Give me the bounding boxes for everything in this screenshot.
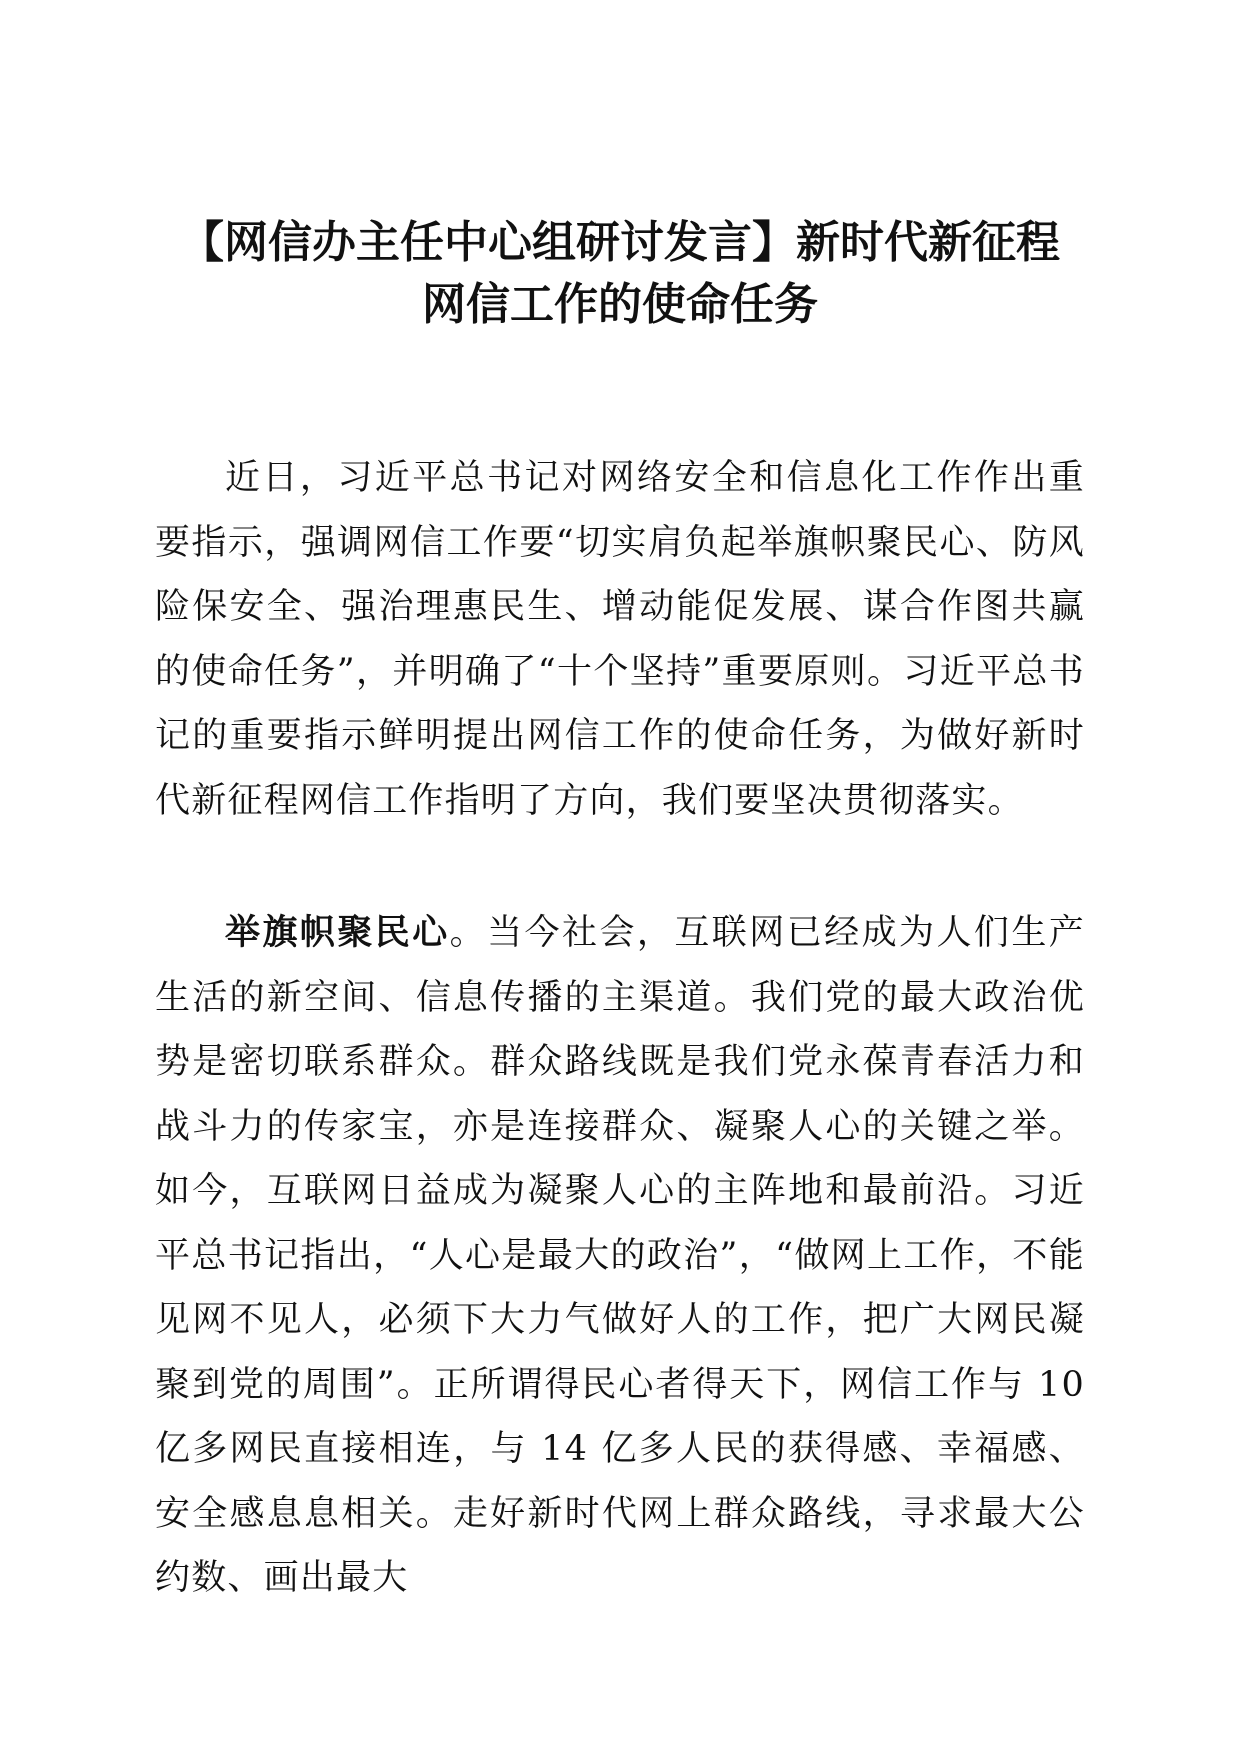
section-heading-lead: 举旗帜聚民心 (225, 913, 450, 953)
section-body-text: 。当今社会，互联网已经成为人们生产生活的新空间、信息传播的主渠道。我们党的最大政治优势是密切联系群众。群众路线既是我们党永葆青春活力和战斗力的传家宝，亦是连接群众、凝聚人心的关键之举。如今，互联网日益成为凝聚人心的主阵地和最前沿。习近平总书记指出，“人心是最大的政治”，“做网上工作，不能见网不见人，必须下大力气做好人的工作，把广大网民凝聚到党的周围”。正所谓得民心者得天下，网信工作与 10 亿多网民直接相连，与 14 亿多人民的获得感、幸福感、安全感息息相关。走好新时代网上群众路线，寻求最大公约数、画出最大 (155, 913, 1085, 1598)
paragraph-intro: 近日，习近平总书记对网络安全和信息化工作作出重要指示，强调网信工作要“切实肩负起举旗帜聚民心、防风险保安全、强治理惠民生、增动能促发展、谋合作图共赢的使命任务”，并明确了“十个坚持”重要原则。习近平总书记的重要指示鲜明提出网信工作的使命任务，为做好新时代新征程网信工作指明了方向，我们要坚决贯彻落实。 (155, 458, 1085, 821)
paragraph-section-1 (155, 901, 1085, 1611)
title-line-2: 网信工作的使命任务 (422, 279, 818, 330)
title-line-1: 【网信办主任中心组研讨发言】新时代新征程 (180, 217, 1060, 268)
document-title (130, 212, 1110, 336)
